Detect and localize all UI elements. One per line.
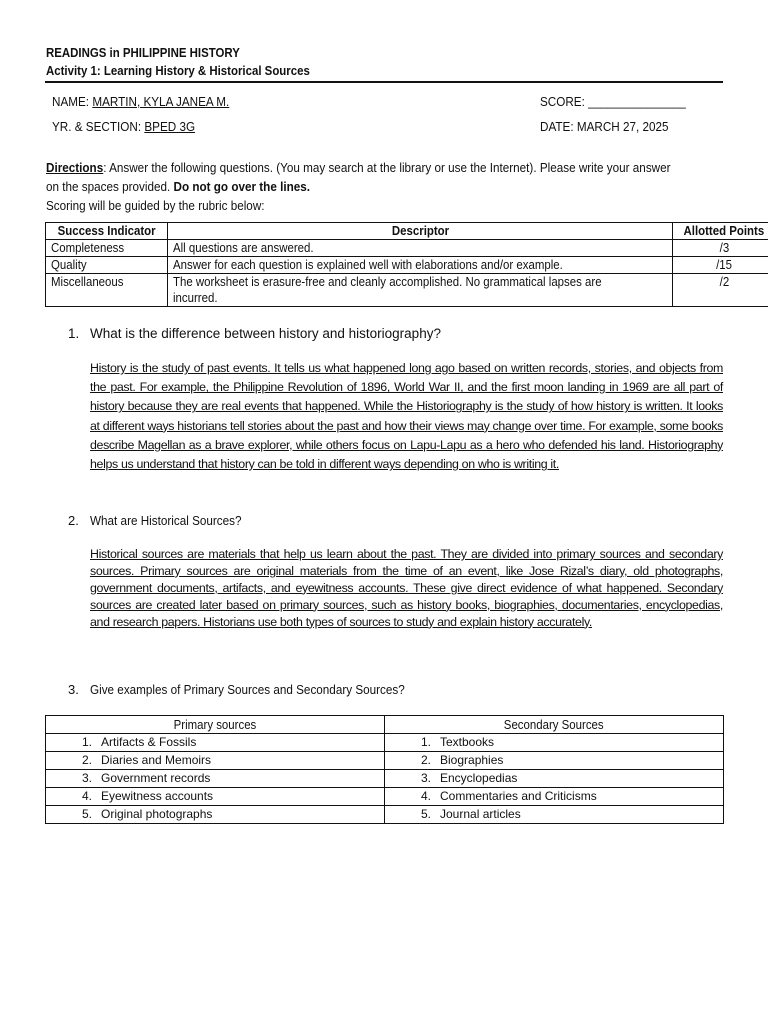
sources-table (45, 715, 724, 824)
section-field (52, 119, 195, 135)
name-field (52, 94, 229, 110)
rubric-descriptor (168, 274, 673, 307)
section-label: YR. & SECTION: (52, 119, 142, 134)
question-text: Give examples of Primary Sources and Secondary Sources? (90, 682, 405, 697)
rubric-indicator: Completeness (46, 240, 168, 257)
rubric-points: /3 (673, 240, 768, 257)
secondary-item: 3. Encyclopedias (385, 770, 724, 788)
primary-item: 3. Government records (46, 770, 385, 788)
answer-2: Historical sources are materials that help us learn about the past. They are divided into primary sources and secondary sources. Primary sources are original materials from the time of an event, like Jose Rizal’s diary, old photographs, government documents, artifacts, and eyewitness accounts. These give direct evidence of what happened. Secondary sources are created later based on primary sources, such as history books, biographies, documentaries, encyclopedias, and research papers. Historians use both types of sources to study and explain history accurately. (90, 547, 723, 629)
rubric-row (46, 257, 768, 274)
question-text: What are Historical Sources? (90, 513, 242, 528)
date-field: DATE: MARCH 27, 2025 (540, 119, 669, 134)
question-number: 2. (68, 513, 79, 528)
rubric-header: Allotted Points (673, 223, 768, 240)
primary-item: 1. Artifacts & Fossils (46, 734, 385, 752)
primary-header: Primary sources (46, 716, 385, 734)
answer-1: History is the study of past events. It tells us what happened long ago based on written records, stories, and objects from the past. For example, the Philippine Revolution of 1896, World War II, and the first moon landing in 1969 are all part of history because they are real events that happened. While the Historiography is the study of how history is written. It looks at different ways historians tell stories about the past and how their views may change over time. For example, some books describe Magellan as a brave explorer, while others focus on Lapu-Lapu as a hero who defended his land. Historiography helps us understand that history can be told in different ways depending on who is writing it. (90, 361, 723, 472)
sources-row (46, 770, 724, 788)
question-text: What is the difference between history and historiography? (90, 326, 441, 341)
directions (46, 158, 676, 215)
directions-text: : Answer the following questions. (You may search at the library or use the Internet). Please write your answer on the spaces provided. (46, 160, 671, 194)
course-title: READINGS in PHILIPPINE HISTORY (46, 45, 240, 60)
question-3 (68, 682, 440, 698)
sources-header-row (46, 716, 724, 734)
name-value: MARTIN, KYLA JANEA M. (92, 94, 230, 109)
directions-warning: Do not go over the lines. (173, 179, 311, 194)
secondary-item: 5. Journal articles (385, 806, 724, 824)
rubric-points: /2 (673, 274, 768, 307)
scoring-note: Scoring will be guided by the rubric below: (46, 198, 265, 213)
rubric-descriptor-text: The worksheet is erasure-free and cleanly accomplished. No grammatical lapses are incurred. (173, 274, 602, 305)
rubric-indicator: Quality (46, 257, 168, 274)
question-number: 1. (68, 326, 80, 341)
rubric-header-row (46, 223, 768, 240)
sources-row (46, 806, 724, 824)
sources-row (46, 752, 724, 770)
activity-title: Activity 1: Learning History & Historical Sources (46, 63, 310, 78)
section-value: BPED 3G (144, 119, 196, 134)
sources-row (46, 788, 724, 806)
rubric-descriptor: All questions are answered. (168, 240, 673, 257)
secondary-item: 1. Textbooks (385, 734, 724, 752)
sources-row (46, 734, 724, 752)
rubric-row (46, 274, 768, 307)
rubric-indicator: Miscellaneous (46, 274, 168, 307)
directions-label: Directions (46, 160, 104, 175)
secondary-item: 2. Biographies (385, 752, 724, 770)
rubric-header: Success Indicator (46, 223, 168, 240)
rubric-header: Descriptor (168, 223, 673, 240)
secondary-header: Secondary Sources (385, 716, 724, 734)
question-2 (68, 513, 258, 529)
name-label: NAME: (52, 94, 90, 109)
rubric-row (46, 240, 768, 257)
question-number: 3. (68, 682, 79, 697)
rubric-table (45, 222, 768, 307)
header-rule (45, 81, 723, 83)
primary-item: 5. Original photographs (46, 806, 385, 824)
primary-item: 4. Eyewitness accounts (46, 788, 385, 806)
primary-item: 2. Diaries and Memoirs (46, 752, 385, 770)
rubric-points: /15 (673, 257, 768, 274)
secondary-item: 4. Commentaries and Criticisms (385, 788, 724, 806)
score-field: SCORE: _______________ (540, 94, 686, 109)
question-1 (68, 326, 441, 342)
rubric-descriptor: Answer for each question is explained well with elaborations and/or example. (168, 257, 673, 274)
